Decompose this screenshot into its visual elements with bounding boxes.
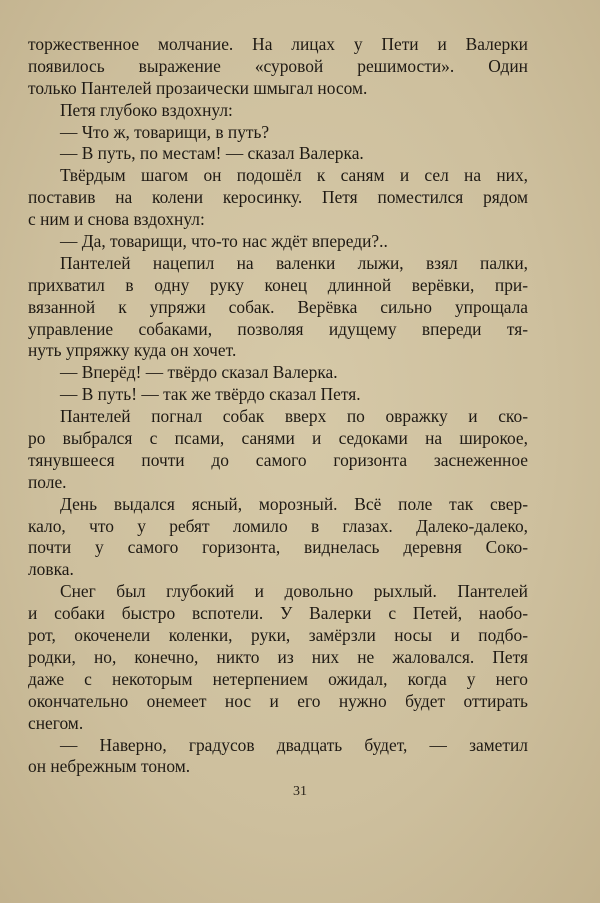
paragraph: [28, 406, 528, 494]
paragraph: [28, 231, 528, 253]
text-line: и собаки быстро вспотели. У Валерки с Петей, наобо-: [28, 603, 528, 624]
text-line: почти у самого горизонта, виднелась деревня Соко-: [28, 537, 528, 558]
text-line: даже с некоторым нетерпением ожидал, когда у него: [28, 668, 528, 689]
text-line: прихватил в одну руку конец длинной верёвки, при-: [28, 274, 528, 295]
text-line: поле.: [28, 471, 67, 492]
text-line: — Что ж, товарищи, в путь?: [60, 121, 270, 142]
text-line: торжественное молчание. На лицах у Пети и Валерки: [28, 34, 528, 54]
paragraph: [28, 581, 528, 734]
text-line: вязанной к упряжи собак. Верёвка сильно упрощала: [28, 296, 528, 317]
text-line: он небрежным тоном.: [28, 756, 191, 777]
paragraph: [28, 735, 528, 779]
text-line: — В путь, по местам! — сказал Валерка.: [60, 143, 364, 164]
text-line: нуть упряжку куда он хочет.: [28, 340, 237, 361]
text-line: ловка.: [28, 559, 74, 580]
text-line: — В путь! — так же твёрдо сказал Петя.: [60, 384, 361, 405]
paragraph: [28, 253, 528, 362]
text-line: Пантелей погнал собак вверх по овражку и ско-: [60, 406, 528, 427]
paragraph: [28, 100, 528, 122]
text-line: рот, окоченели коленки, руки, замёрзли носы и подбо-: [28, 625, 528, 646]
text-line: появилось выражение «суровой решимости». Один: [28, 55, 528, 76]
text-line: поставив на колени керосинку. Петя поместился рядом: [28, 187, 528, 208]
text-line: ро выбрался с псами, санями и седоками на широкое,: [28, 428, 528, 449]
page-number: 31: [293, 784, 307, 799]
text-line: — Наверно, градусов двадцать будет, — заметил: [60, 734, 528, 755]
body-text: [28, 34, 528, 778]
text-line: Петя глубоко вздохнул:: [60, 99, 233, 120]
text-line: Пантелей нацепил на валенки лыжи, взял палки,: [60, 252, 528, 273]
paragraph: [28, 143, 528, 165]
text-line: с ним и снова вздохнул:: [28, 209, 205, 230]
text-line: тянувшееся почти до самого горизонта заснеженное: [28, 449, 528, 470]
text-line: только Пантелей прозаически шмыгал носом.: [28, 77, 368, 98]
text-line: управление собаками, позволяя идущему впереди тя-: [28, 318, 528, 339]
text-line: родки, но, конечно, никто из них не жаловался. Петя: [28, 646, 528, 667]
paragraph: [28, 34, 528, 100]
text-line: окончательно онемеет нос и его нужно будет оттирать: [28, 690, 528, 711]
text-line: — Да, товарищи, что-то нас ждёт впереди?..: [60, 231, 388, 252]
text-line: снегом.: [28, 712, 84, 733]
text-line: — Вперёд! — твёрдо сказал Валерка.: [60, 362, 338, 383]
text-line: День выдался ясный, морозный. Всё поле так свер-: [60, 493, 528, 514]
paragraph: [28, 384, 528, 406]
paragraph: [28, 122, 528, 144]
text-line: Твёрдым шагом он подошёл к саням и сел на них,: [60, 165, 528, 186]
paragraph: [28, 494, 528, 582]
paragraph: [28, 362, 528, 384]
paragraph: [28, 165, 528, 231]
text-line: Снег был глубокий и довольно рыхлый. Пантелей: [60, 581, 528, 602]
text-line: кало, что у ребят ломило в глазах. Далеко-далеко,: [28, 515, 528, 536]
